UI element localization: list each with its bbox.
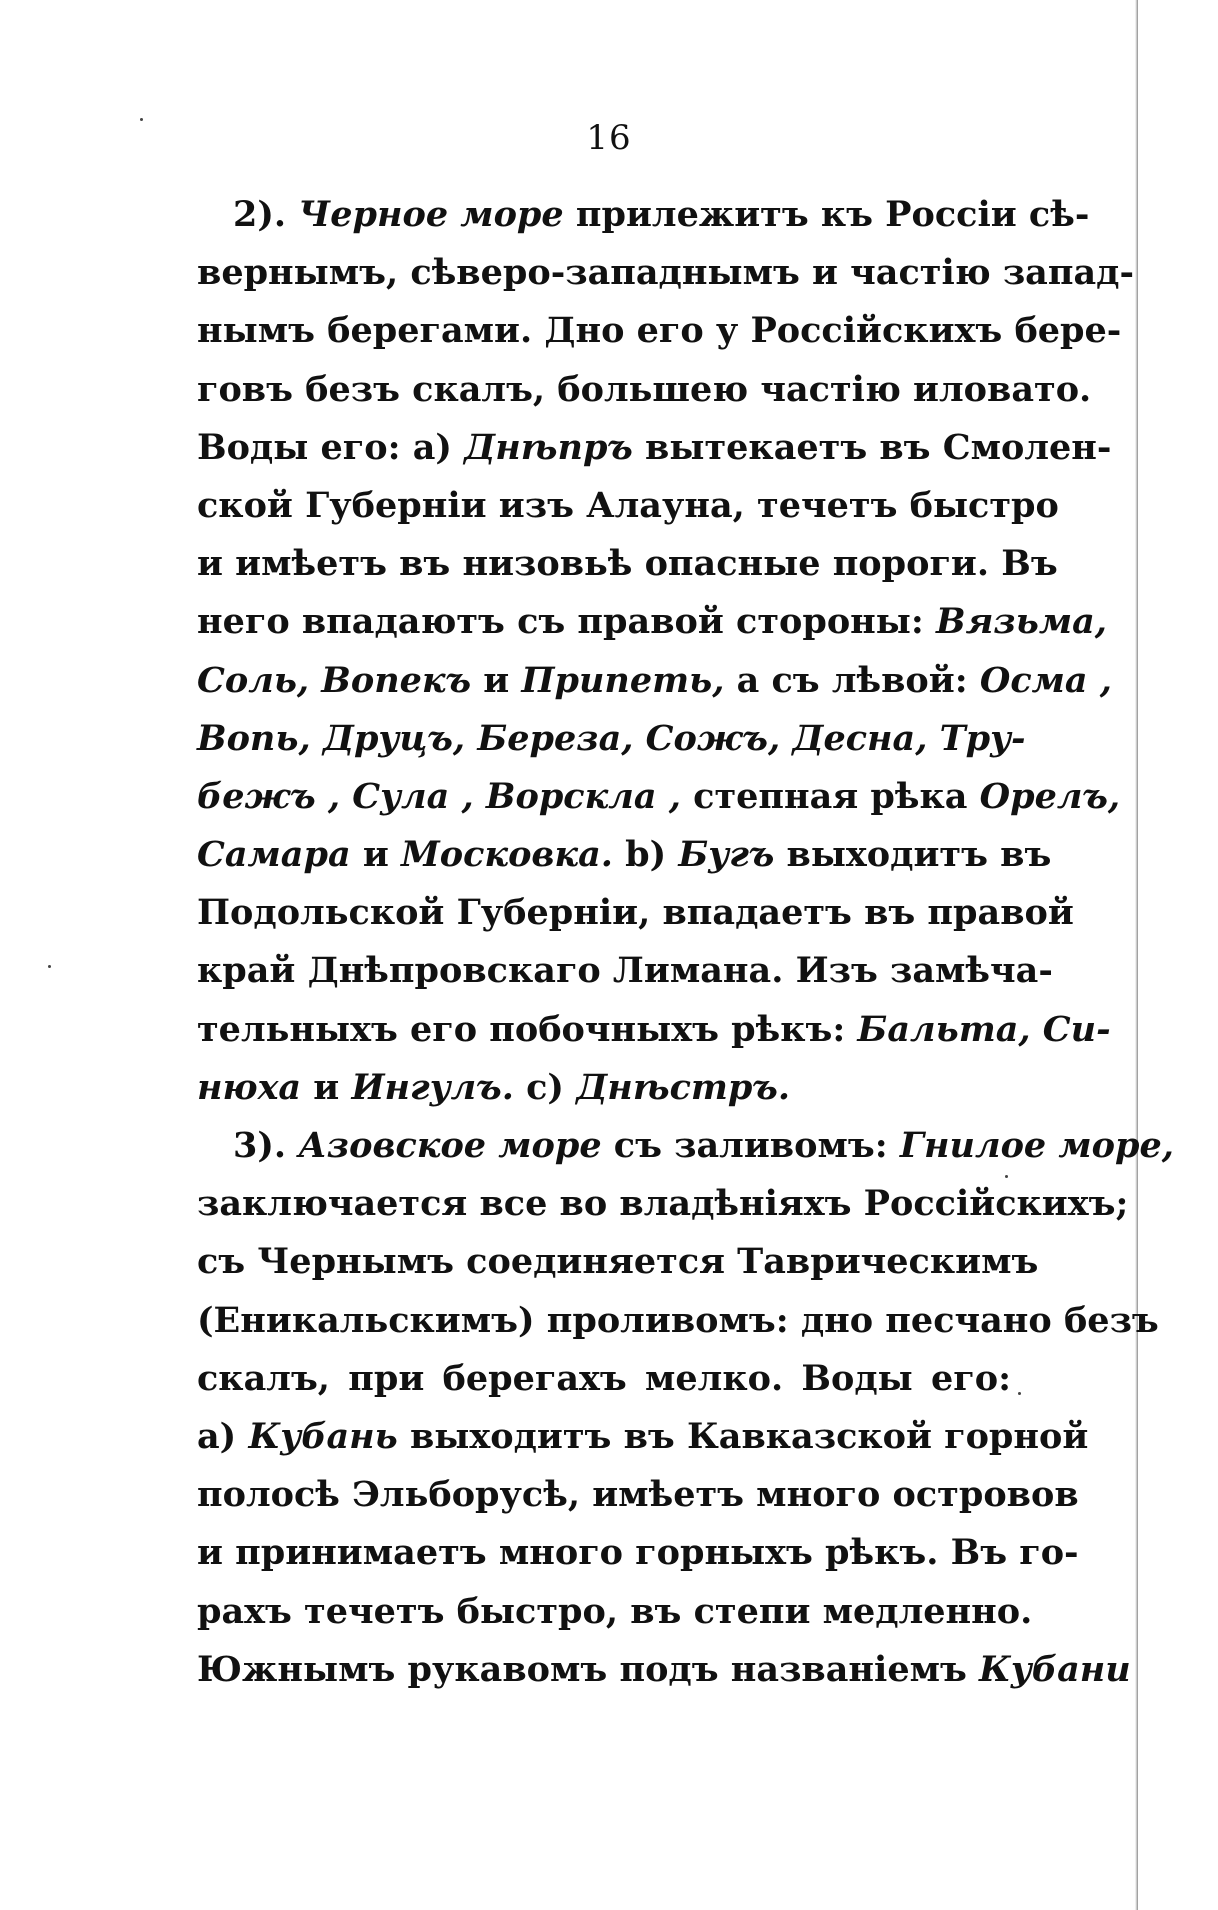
text-run: 2).	[233, 194, 299, 235]
text-line	[197, 186, 1090, 244]
text-run: а съ лѣвой:	[724, 659, 980, 701]
text-line	[197, 1059, 1011, 1117]
text-run: и	[350, 834, 401, 876]
text-run: съ Чернымъ соединяется Таврическимъ	[197, 1241, 1039, 1283]
text-run: степная рѣка	[680, 775, 980, 817]
text-run	[474, 776, 486, 817]
text-line	[197, 1641, 1131, 1699]
italic-name: Соль,	[197, 659, 310, 701]
text-run: выходитъ въ	[774, 834, 1052, 876]
text-line	[197, 244, 1134, 302]
italic-name: Сула ,	[352, 775, 474, 817]
text-line	[197, 1466, 1079, 1524]
text-line	[197, 652, 1112, 710]
text-run: Подольской Губерніи, впадаетъ въ правой	[197, 892, 1074, 934]
text-line	[197, 361, 1092, 419]
text-run: прилежитъ къ Россіи сѣ-	[563, 194, 1090, 235]
italic-name: нюха	[197, 1066, 302, 1108]
text-run: вернымъ, сѣверо-западнымъ и частію запад-	[197, 252, 1134, 294]
italic-name: Азовское море	[298, 1125, 602, 1166]
text-line	[197, 942, 1053, 1000]
text-run: и принимаетъ много горныхъ рѣкъ. Въ го-	[197, 1532, 1079, 1574]
text-line	[197, 884, 1074, 942]
text-line	[197, 1350, 1011, 1408]
text-line	[197, 1408, 1089, 1466]
italic-name: Береза,	[477, 717, 634, 759]
text-run: него впадаютъ съ правой стороны:	[197, 601, 936, 643]
text-run: тельныхъ его побочныхъ рѣкъ:	[197, 1008, 858, 1050]
print-speck	[1018, 1392, 1021, 1395]
text-run: вытекаетъ въ Смолен-	[632, 426, 1112, 468]
body-text	[197, 186, 1174, 1699]
italic-name: Днѣпръ	[464, 426, 633, 468]
italic-name: Десна,	[792, 717, 928, 759]
italic-name: Ворскла ,	[485, 775, 681, 817]
text-run: и	[471, 659, 522, 701]
text-run: рахъ течетъ быстро, въ степи медленно.	[197, 1590, 1033, 1632]
text-run: (Еникальскимъ) проливомъ: дно песчано безъ	[197, 1299, 1159, 1341]
text-run: нымъ берегами. Дно его у Россійскихъ бере-	[197, 310, 1122, 352]
text-run: скалъ, при берегахъ мелко. Воды его:	[197, 1357, 1011, 1399]
text-run	[311, 718, 323, 759]
text-run: выходитъ въ Кавказской горной	[397, 1415, 1089, 1457]
text-run: полосѣ Эльборусѣ, имѣетъ много островов	[197, 1474, 1079, 1516]
text-line	[197, 1583, 1033, 1641]
italic-name: Черное море	[298, 194, 564, 235]
italic-name: Гнилое море,	[899, 1125, 1174, 1166]
page-edge-shadow	[1135, 0, 1138, 1910]
italic-name: Кубань	[248, 1415, 398, 1457]
italic-name: Друцъ,	[322, 717, 466, 759]
italic-name: Осма ,	[979, 659, 1112, 701]
text-run: и	[301, 1066, 352, 1108]
text-run: Южнымъ рукавомъ подъ названіемъ	[197, 1648, 980, 1690]
text-run: c)	[513, 1066, 577, 1108]
text-line	[197, 535, 1058, 593]
text-line	[197, 710, 1026, 768]
italic-name: Московка.	[400, 834, 613, 876]
italic-name: Днѣстръ.	[576, 1066, 791, 1108]
italic-name: Ингулъ.	[351, 1066, 514, 1108]
text-run: край Днѣпровскаго Лимана. Изъ замѣча-	[197, 950, 1053, 992]
italic-name: Вопь,	[197, 717, 311, 759]
text-run: съ заливомъ:	[601, 1125, 900, 1166]
italic-name: Самара	[197, 834, 351, 876]
italic-name: бежъ ,	[197, 775, 341, 817]
italic-name: Тру-	[939, 717, 1026, 759]
page-number: 16	[586, 118, 632, 158]
text-run: а)	[197, 1415, 249, 1457]
text-run	[465, 718, 477, 759]
text-run	[633, 718, 645, 759]
print-speck	[48, 965, 51, 968]
text-line	[197, 1233, 1039, 1291]
print-speck	[140, 118, 143, 121]
italic-name: Припеть,	[521, 659, 725, 701]
text-line	[197, 477, 1059, 535]
text-line	[197, 768, 1121, 826]
print-speck	[1005, 1175, 1008, 1178]
text-line	[197, 302, 1122, 360]
text-line	[197, 1001, 1111, 1059]
text-run	[780, 718, 792, 759]
text-run: и имѣетъ въ низовьѣ опасные пороги. Въ	[197, 543, 1058, 585]
text-line	[197, 1175, 1129, 1233]
text-line	[197, 419, 1112, 477]
text-run	[927, 718, 939, 759]
text-run	[309, 660, 321, 701]
italic-name: Бугъ	[678, 834, 775, 876]
italic-name: Бальта, Си-	[857, 1008, 1111, 1050]
text-run: ской Губерніи изъ Алауна, течетъ быстро	[197, 484, 1059, 526]
text-line	[197, 1292, 1159, 1350]
text-run: говъ безъ скалъ, большею частію иловато.	[197, 368, 1092, 410]
italic-name: Кубани	[979, 1648, 1131, 1690]
text-run: b)	[612, 834, 679, 876]
text-line	[197, 826, 1052, 884]
text-run: Воды его: а)	[197, 426, 465, 468]
italic-name: Вопекъ	[321, 659, 472, 701]
italic-name: Орелъ,	[979, 775, 1121, 817]
italic-name: Вязьма,	[935, 601, 1107, 643]
text-line	[197, 1117, 1174, 1175]
text-run	[340, 776, 352, 817]
text-line	[197, 593, 1107, 651]
text-line	[197, 1524, 1079, 1582]
text-run: заключается все во владѣніяхъ Россійскихъ;	[197, 1183, 1129, 1225]
text-run: 3).	[233, 1125, 299, 1166]
italic-name: Сожъ,	[645, 717, 781, 759]
